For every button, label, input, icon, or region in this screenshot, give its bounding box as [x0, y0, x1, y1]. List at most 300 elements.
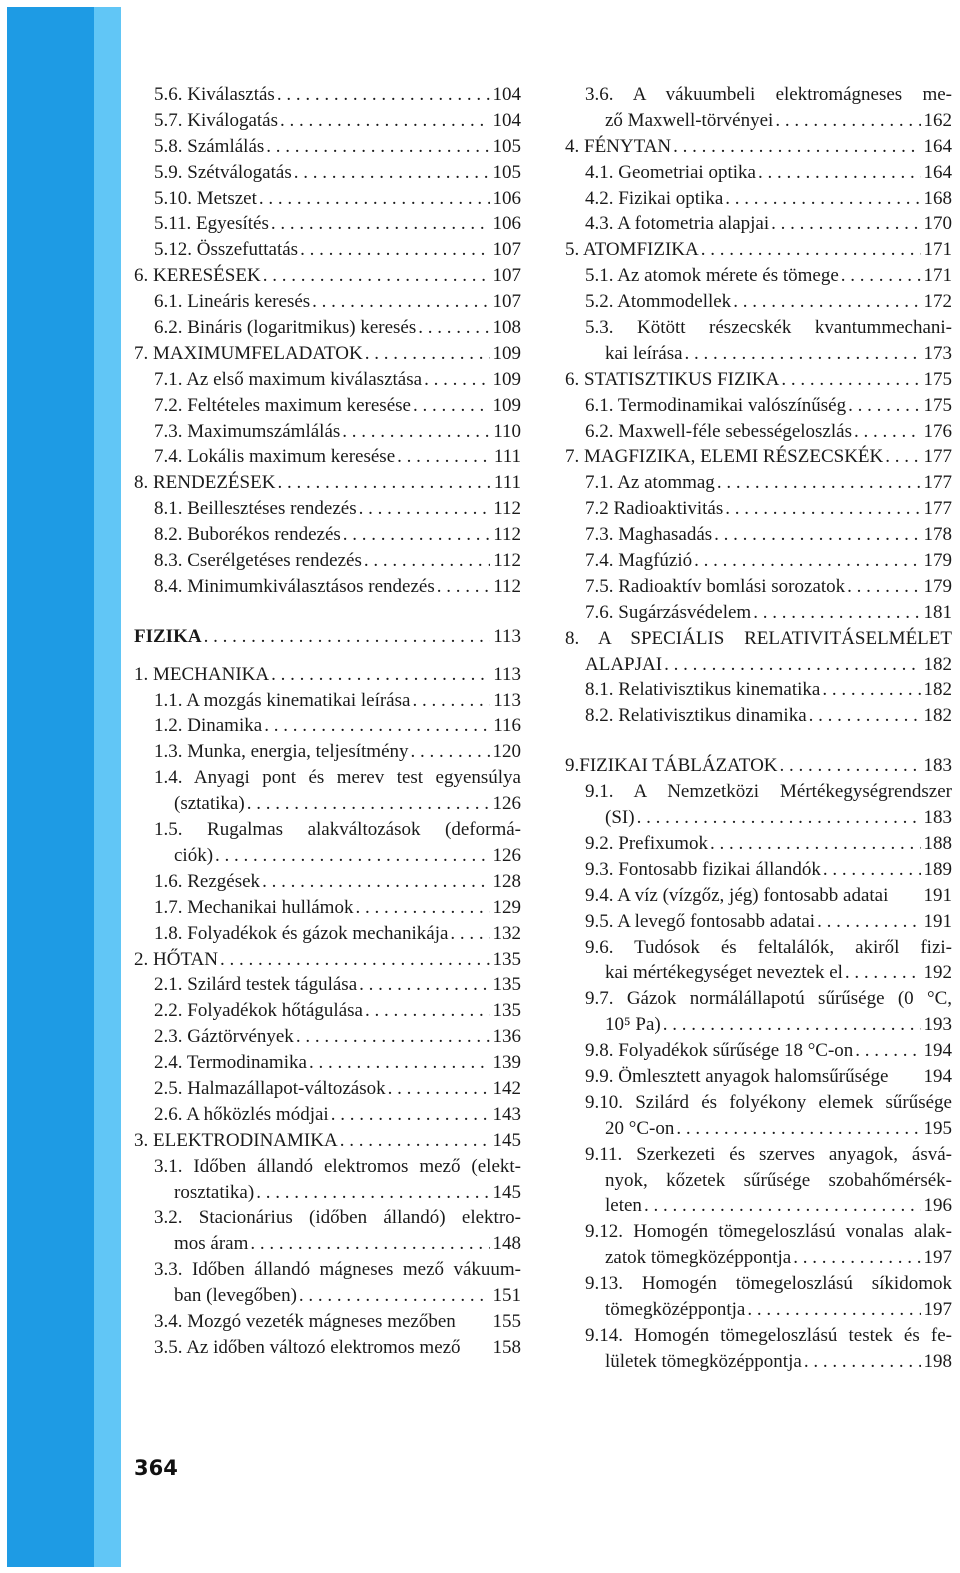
toc-page-number: 177: [923, 446, 952, 468]
toc-entry-title: 8.2. Relativisztikus dinamika: [585, 705, 807, 727]
toc-entry-title: 4. FÉNYTAN: [565, 135, 672, 157]
toc-entry-line: 1.4. Anyagi pont és merev test egyensúlya: [154, 767, 521, 789]
toc-entry: [565, 1038, 952, 1064]
toc-page-number: 155: [492, 1310, 521, 1332]
toc-entry-title: 6.1. Termodinamikai valószínűség: [585, 394, 847, 416]
toc-entry-line: nyok, kőzetek sűrűsége szobahőmérsék-: [605, 1169, 952, 1191]
toc-entry: [565, 108, 952, 134]
toc-entry-title: 8. RENDEZÉSEK: [134, 472, 276, 494]
toc-page-number: 106: [492, 213, 521, 235]
toc-entry: [134, 843, 521, 869]
toc-entry-title: 5.7. Kiválogatás: [154, 109, 279, 131]
toc-entry: [565, 393, 952, 419]
dot-leader: [341, 522, 490, 548]
dot-leader: [671, 134, 920, 160]
dot-leader: [395, 444, 491, 470]
toc-page-number: 105: [492, 135, 521, 157]
toc-page-number: 191: [923, 910, 952, 932]
toc-page-number: 177: [923, 498, 952, 520]
dot-leader: [340, 419, 490, 445]
toc-entry-title: 5.12. Összefuttatás: [154, 239, 299, 261]
dot-leader: [674, 1116, 920, 1142]
toc-entry-title: kai leírása: [605, 342, 683, 364]
toc-entry-line: 9.6. Tudósok és feltalálók, akiről fizi-: [585, 936, 952, 958]
toc-entry-title: 6.2. Maxwell-féle sebességeloszlás: [585, 420, 852, 442]
toc-page-number: 172: [923, 291, 952, 313]
toc-entry: [134, 1024, 521, 1050]
toc-entry: [134, 972, 521, 998]
toc-entry-title: 7.2. Feltételes maximum keresése: [154, 394, 411, 416]
dot-leader: [410, 688, 490, 714]
toc-entry: [565, 677, 952, 703]
dot-leader: [448, 921, 489, 947]
toc-entry-title: 6. KERESÉSEK: [134, 265, 261, 287]
toc-entry-title: rosztatika): [174, 1181, 255, 1203]
toc-page-number: 106: [492, 187, 521, 209]
dot-leader: [769, 211, 920, 237]
toc-entry: [134, 548, 521, 574]
toc-entry-title: (SI): [605, 807, 635, 829]
toc-entry: [134, 419, 521, 445]
toc-page-number: 112: [493, 550, 521, 572]
dot-leader: [298, 237, 489, 263]
dot-leader: [307, 1050, 490, 1076]
toc-page-number: 143: [492, 1103, 521, 1125]
toc-page-number: 108: [492, 317, 521, 339]
toc-entry-line: 3.2. Stacionárius (időben állandó) elektro-: [154, 1207, 521, 1229]
toc-entry: [565, 703, 952, 729]
toc-entry-title: 3.5. Az időben változó elektromos mező: [154, 1336, 461, 1358]
toc-entry-line: 8. A SPECIÁLIS RELATIVITÁSELMÉLET: [565, 627, 952, 649]
toc-entry: [565, 1349, 952, 1375]
toc-entry-title: ciók): [174, 844, 214, 866]
toc-page-number: 170: [923, 213, 952, 235]
dot-leader: [773, 108, 920, 134]
toc-entry: [134, 791, 521, 817]
dot-leader: [260, 869, 489, 895]
dot-leader: [269, 662, 490, 688]
toc-page-number: 151: [492, 1285, 521, 1307]
dot-leader: [416, 315, 489, 341]
toc-entry-title: 2.6. A hőközlés módjai: [154, 1103, 329, 1125]
toc-entry: [134, 869, 521, 895]
dot-leader: [422, 367, 489, 393]
dot-leader: [723, 496, 920, 522]
toc-entry-title: 1. MECHANIKA: [134, 663, 270, 685]
dot-leader: [261, 263, 490, 289]
toc-entry-title: ző Maxwell-törvényei: [605, 109, 774, 131]
toc-page-number: 126: [492, 844, 521, 866]
toc-entry-line: 9.1. A Nemzetközi Mértékegységrendszer: [585, 781, 952, 803]
toc-entry: [565, 1064, 952, 1090]
toc-entry-title: 9.5. A levegő fontosabb adatai: [585, 910, 816, 932]
toc-page-number: 198: [923, 1350, 952, 1372]
toc-entry: [134, 393, 521, 419]
toc-entry: [134, 1283, 521, 1309]
toc-page-number: 196: [923, 1195, 952, 1217]
toc-page-number: 120: [492, 741, 521, 763]
toc-entry-title: 7.4. Magfúzió: [585, 550, 693, 572]
dot-leader: [883, 444, 920, 470]
toc-entry-title: 3. ELEKTRODINAMIKA: [134, 1129, 338, 1151]
dot-leader: [218, 947, 490, 973]
toc-entry: [565, 367, 952, 393]
toc-entry-title: 7.6. Sugárzásvédelem: [585, 601, 752, 623]
toc-entry-title: 4.2. Fizikai optika: [585, 187, 724, 209]
toc-entry-title: zatok tömegközéppontja: [605, 1247, 792, 1269]
toc-entry: [134, 662, 521, 688]
dot-leader: [807, 703, 921, 729]
toc-page-number: 142: [492, 1077, 521, 1099]
toc-page-number: 135: [492, 1000, 521, 1022]
toc-page-number: 129: [492, 896, 521, 918]
dot-leader: [708, 831, 921, 857]
toc-entry-line: 9.13. Homogén tömegeloszlású síkidomok: [585, 1273, 952, 1295]
toc-entry-title: 2.4. Termodinamika: [154, 1052, 307, 1074]
toc-entry-title: 5.10. Metszet: [154, 187, 257, 209]
toc-page-number: 194: [923, 1040, 952, 1062]
toc-entry-title: 7.3. Maximumszámlálás: [154, 420, 341, 442]
toc-page-number: 189: [923, 858, 952, 880]
toc-entry-title: 7.3. Maghasadás: [585, 524, 713, 546]
section-gap: [134, 650, 521, 662]
toc-page-number: 112: [493, 498, 521, 520]
toc-entry-title: 1.6. Rezgések: [154, 870, 261, 892]
dot-leader: [411, 393, 490, 419]
dot-leader: [843, 960, 921, 986]
toc-entry-title: 1.7. Mechanikai hullámok: [154, 896, 354, 918]
toc-page-number: 104: [492, 84, 521, 105]
toc-entry-title: 1.1. A mozgás kinematikai leírása: [154, 689, 411, 711]
toc-page-number: 148: [492, 1233, 521, 1255]
toc-entry: [565, 883, 952, 909]
toc-entry-title: 5. ATOMFIZIKA: [565, 239, 699, 261]
toc-entry-title: 7. MAXIMUMFELADATOK: [134, 342, 363, 364]
toc-page-number: 191: [923, 884, 952, 906]
dot-leader: [642, 1193, 921, 1219]
toc-entry: [134, 211, 521, 237]
toc-entry: [134, 739, 521, 765]
toc-entry-title: 7. MAGFIZIKA, ELEMI RÉSZECSKÉK: [565, 446, 884, 468]
toc-entry: [565, 1193, 952, 1219]
toc-entry: [134, 315, 521, 341]
dot-leader: [262, 713, 490, 739]
dot-leader: [712, 522, 920, 548]
toc-entry: [134, 947, 521, 973]
toc-page-number: 179: [923, 575, 952, 597]
toc-entry-line: 5.3. Kötött részecskék kvantummechani-: [585, 317, 952, 339]
toc-entry: [134, 470, 521, 496]
toc-page-number: 107: [492, 239, 521, 261]
toc-entry-title: 8.1. Beillesztéses rendezés: [154, 498, 357, 520]
toc-page-number: 182: [923, 705, 952, 727]
dot-leader: [213, 843, 489, 869]
dot-leader: [292, 160, 490, 186]
toc-entry-line: 9.14. Homogén tömegeloszlású testek és fe-: [585, 1324, 952, 1346]
toc-entry-title: (sztatika): [174, 793, 245, 815]
toc-page-number: 111: [493, 472, 521, 494]
toc-page-number: 162: [923, 109, 952, 131]
toc-entry: [565, 805, 952, 831]
toc-entry: [134, 186, 521, 212]
toc-entry-title: 20 °C-on: [605, 1117, 675, 1139]
toc-page-number: 113: [493, 689, 521, 711]
toc-entry-title: 8.2. Buborékos rendezés: [154, 524, 341, 546]
dot-leader: [751, 600, 920, 626]
toc-entry: [565, 1245, 952, 1271]
toc-column-left: [134, 82, 521, 1361]
toc-page-number: 158: [492, 1336, 521, 1358]
toc-page-number: 113: [493, 625, 521, 647]
dot-leader: [254, 1180, 489, 1206]
dot-leader: [362, 548, 490, 574]
toc-entry-title: 5.1. Az atomok mérete és tömege: [585, 265, 839, 287]
toc-entry-title: 1.3. Munka, energia, teljesítmény: [154, 741, 409, 763]
toc-entry-line: 3.3. Időben állandó mágneses mező vákuum-: [154, 1259, 521, 1281]
toc-entry-title: leten: [605, 1195, 642, 1217]
toc-page-number: 171: [923, 265, 952, 287]
dot-leader: [846, 393, 920, 419]
toc-entry: [565, 1012, 952, 1038]
toc-entry-title: 1.2. Dinamika: [154, 715, 263, 737]
toc-page-number: 195: [923, 1117, 952, 1139]
toc-entry: [134, 108, 521, 134]
toc-entry: [565, 857, 952, 883]
toc-page-number: 107: [492, 265, 521, 287]
dot-leader: [756, 160, 921, 186]
dot-leader: [845, 574, 920, 600]
toc-entry-title: 9.9. Ömlesztett anyagok halomsűrűsége: [585, 1065, 889, 1087]
toc-entry: [565, 237, 952, 263]
dot-leader: [264, 134, 489, 160]
toc-entry: [565, 574, 952, 600]
toc-entry: [134, 496, 521, 522]
toc-entry-title: 7.5. Radioaktív bomlási sorozatok: [585, 575, 846, 597]
toc-entry: [134, 522, 521, 548]
toc-page-number: 139: [492, 1052, 521, 1074]
dot-leader: [745, 1297, 920, 1323]
dot-leader: [661, 1012, 921, 1038]
toc-entry: [134, 921, 521, 947]
toc-entry: [134, 263, 521, 289]
toc-page-number: 194: [923, 1065, 952, 1087]
toc-entry-title: 3.4. Mozgó vezeték mágneses mezőben: [154, 1310, 456, 1332]
toc-entry-title: 2.5. Halmazállapot-változások: [154, 1077, 386, 1099]
section-gap: [134, 600, 521, 624]
toc-page-number: 109: [492, 394, 521, 416]
toc-page-number: 173: [923, 342, 952, 364]
toc-page-number: 177: [923, 472, 952, 494]
toc-entry: [565, 263, 952, 289]
toc-entry: [565, 289, 952, 315]
toc-entry: [565, 134, 952, 160]
dot-leader: [731, 289, 920, 315]
toc-column-right: [565, 82, 952, 1375]
toc-entry: [565, 1116, 952, 1142]
toc-page-number: 113: [493, 663, 521, 685]
dot-leader: [278, 108, 489, 134]
toc-entry-line: 9.7. Gázok normálállapotú sűrűsége (0 °C,: [585, 988, 952, 1010]
dot-leader: [409, 739, 490, 765]
toc-entry: [134, 1102, 521, 1128]
dot-leader: [715, 470, 921, 496]
toc-entry: [565, 1297, 952, 1323]
dot-leader: [297, 1283, 490, 1309]
dot-leader: [853, 1038, 920, 1064]
toc-page-number: 168: [923, 187, 952, 209]
toc-page-number: 164: [923, 161, 952, 183]
dot-leader: [275, 470, 490, 496]
toc-page-number: 171: [923, 239, 952, 261]
toc-entry-title: 8.1. Relativisztikus kinematika: [585, 679, 821, 701]
dot-leader: [386, 1076, 490, 1102]
toc-entry-line: 1.5. Rugalmas alakváltozások (deformá-: [154, 819, 521, 841]
toc-entry-title: mos áram: [174, 1233, 249, 1255]
toc-entry-title: ban (levegőben): [174, 1285, 297, 1307]
toc-entry-title: 9.3. Fontosabb fizikai állandók: [585, 858, 821, 880]
toc-entry-title: ALAPJAI: [585, 653, 663, 675]
toc-entry: [134, 237, 521, 263]
toc-entry: [134, 134, 521, 160]
toc-entry-title: 5.2. Atommodellek: [585, 291, 732, 313]
toc-entry: [565, 831, 952, 857]
toc-page-number: 112: [493, 575, 521, 597]
dot-leader: [269, 211, 490, 237]
dot-leader: [245, 791, 490, 817]
dot-leader: [852, 419, 921, 445]
toc-entry-title: 2.1. Szilárd testek tágulása: [154, 974, 358, 996]
dot-leader: [248, 1231, 489, 1257]
dot-leader: [802, 1349, 921, 1375]
toc-page-number: 109: [492, 368, 521, 390]
toc-entry-title: 9.2. Prefixumok: [585, 832, 708, 854]
toc-page-number: 145: [492, 1129, 521, 1151]
dot-leader: [692, 548, 920, 574]
toc-page-number: 132: [492, 922, 521, 944]
toc-page-number: 179: [923, 550, 952, 572]
toc-page-number: 135: [492, 974, 521, 996]
toc-entry-title: 4.1. Geometriai optika: [585, 161, 756, 183]
dot-leader: [435, 574, 490, 600]
toc-entry-title: 7.1. Az atommag: [585, 472, 715, 494]
toc-page-number: 110: [493, 420, 521, 442]
toc-entry-title: 2.2. Folyadékok hőtágulása: [154, 1000, 363, 1022]
dot-leader: [329, 1102, 490, 1128]
toc-entry-title: 5.11. Egyesítés: [154, 213, 269, 235]
dot-leader: [839, 263, 921, 289]
toc-page-number: 164: [923, 135, 952, 157]
toc-page-number: 175: [923, 394, 952, 416]
toc-page-number: 135: [492, 948, 521, 970]
toc-entry: [565, 419, 952, 445]
toc-page-number: 181: [923, 601, 952, 623]
dot-leader: [363, 341, 490, 367]
toc-entry-title: lületek tömegközéppontja: [605, 1350, 802, 1372]
toc-entry-title: 9.8. Folyadékok sűrűsége 18 °C-on: [585, 1040, 854, 1062]
toc-entry-title: 6.1. Lineáris keresés: [154, 291, 311, 313]
toc-entry: [134, 895, 521, 921]
toc-entry-title: 6.2. Bináris (logaritmikus) keresés: [154, 317, 417, 339]
dot-leader: [310, 289, 489, 315]
toc-entry: [134, 624, 521, 650]
toc-entry-title: FIZIKA: [134, 625, 202, 647]
toc-entry: [565, 496, 952, 522]
toc-page-number: 136: [492, 1026, 521, 1048]
toc-entry-title: 6. STATISZTIKUS FIZIKA: [565, 368, 780, 390]
toc-entry: [565, 548, 952, 574]
toc-entry: [565, 960, 952, 986]
toc-entry: [134, 82, 521, 108]
toc-entry: [565, 652, 952, 678]
toc-page-number: 109: [492, 342, 521, 364]
toc-entry-title: 9.FIZIKAI TÁBLÁZATOK: [565, 755, 778, 777]
toc-page-number: 176: [923, 420, 952, 442]
toc-entry: [134, 160, 521, 186]
section-gap: [565, 729, 952, 753]
toc-entry-title: tömegközéppontja: [605, 1298, 746, 1320]
toc-entry: [134, 1128, 521, 1154]
toc-entry: [134, 1231, 521, 1257]
toc-entry: [565, 522, 952, 548]
toc-page-number: 182: [923, 653, 952, 675]
toc-entry-title: 10⁵ Pa): [605, 1014, 661, 1036]
toc-page-number: 145: [492, 1181, 521, 1203]
toc-page-number: 188: [923, 832, 952, 854]
dot-leader: [294, 1024, 490, 1050]
toc-entry: [134, 341, 521, 367]
toc-entry: [565, 470, 952, 496]
toc-page-number: 128: [492, 870, 521, 892]
dot-leader: [699, 237, 921, 263]
toc-page-number: 112: [493, 524, 521, 546]
toc-entry-title: 8.4. Minimumkiválasztásos rendezés: [154, 575, 435, 597]
toc-entry-title: 2.3. Gáztörvények: [154, 1026, 294, 1048]
dot-leader: [338, 1128, 490, 1154]
toc-page-number: 183: [923, 755, 952, 777]
toc-entry: [134, 289, 521, 315]
toc-entry: [134, 998, 521, 1024]
dot-leader: [723, 186, 920, 212]
side-bar-dark: [7, 7, 94, 1567]
toc-page-number: 126: [492, 793, 521, 815]
dot-leader: [791, 1245, 920, 1271]
toc-entry: [134, 713, 521, 739]
toc-entry-line: 3.1. Időben állandó elektromos mező (elekt-: [154, 1155, 521, 1177]
toc-entry-title: 8.3. Cserélgetéses rendezés: [154, 550, 362, 572]
toc-entry: [565, 211, 952, 237]
dot-leader: [275, 82, 490, 108]
toc-entry-line: 3.6. A vákuumbeli elektromágneses me-: [585, 84, 952, 105]
toc-page-number: 193: [923, 1014, 952, 1036]
toc-entry-title: 4.3. A fotometria alapjai: [585, 213, 770, 235]
toc-entry-line: 9.11. Szerkezeti és szerves anyagok, ásvá-: [585, 1143, 952, 1165]
toc-page-number: 175: [923, 368, 952, 390]
toc-entry-title: 9.4. A víz (vízgőz, jég) fontosabb adatai: [585, 884, 889, 906]
dot-leader: [779, 367, 920, 393]
dot-leader: [257, 186, 490, 212]
toc-entry-title: 7.4. Lokális maximum keresése: [154, 446, 396, 468]
toc-entry: [565, 160, 952, 186]
toc-entry-title: 7.1. Az első maximum kiválasztása: [154, 368, 423, 390]
toc-entry: [565, 753, 952, 779]
toc-page-number: 104: [492, 109, 521, 131]
toc-entry: [565, 444, 952, 470]
toc-entry-line: 9.12. Homogén tömegeloszlású vonalas alak-: [585, 1221, 952, 1243]
toc-entry: [134, 1309, 521, 1335]
toc-page-number: 183: [923, 807, 952, 829]
toc-page-number: 182: [923, 679, 952, 701]
toc-entry: [134, 367, 521, 393]
